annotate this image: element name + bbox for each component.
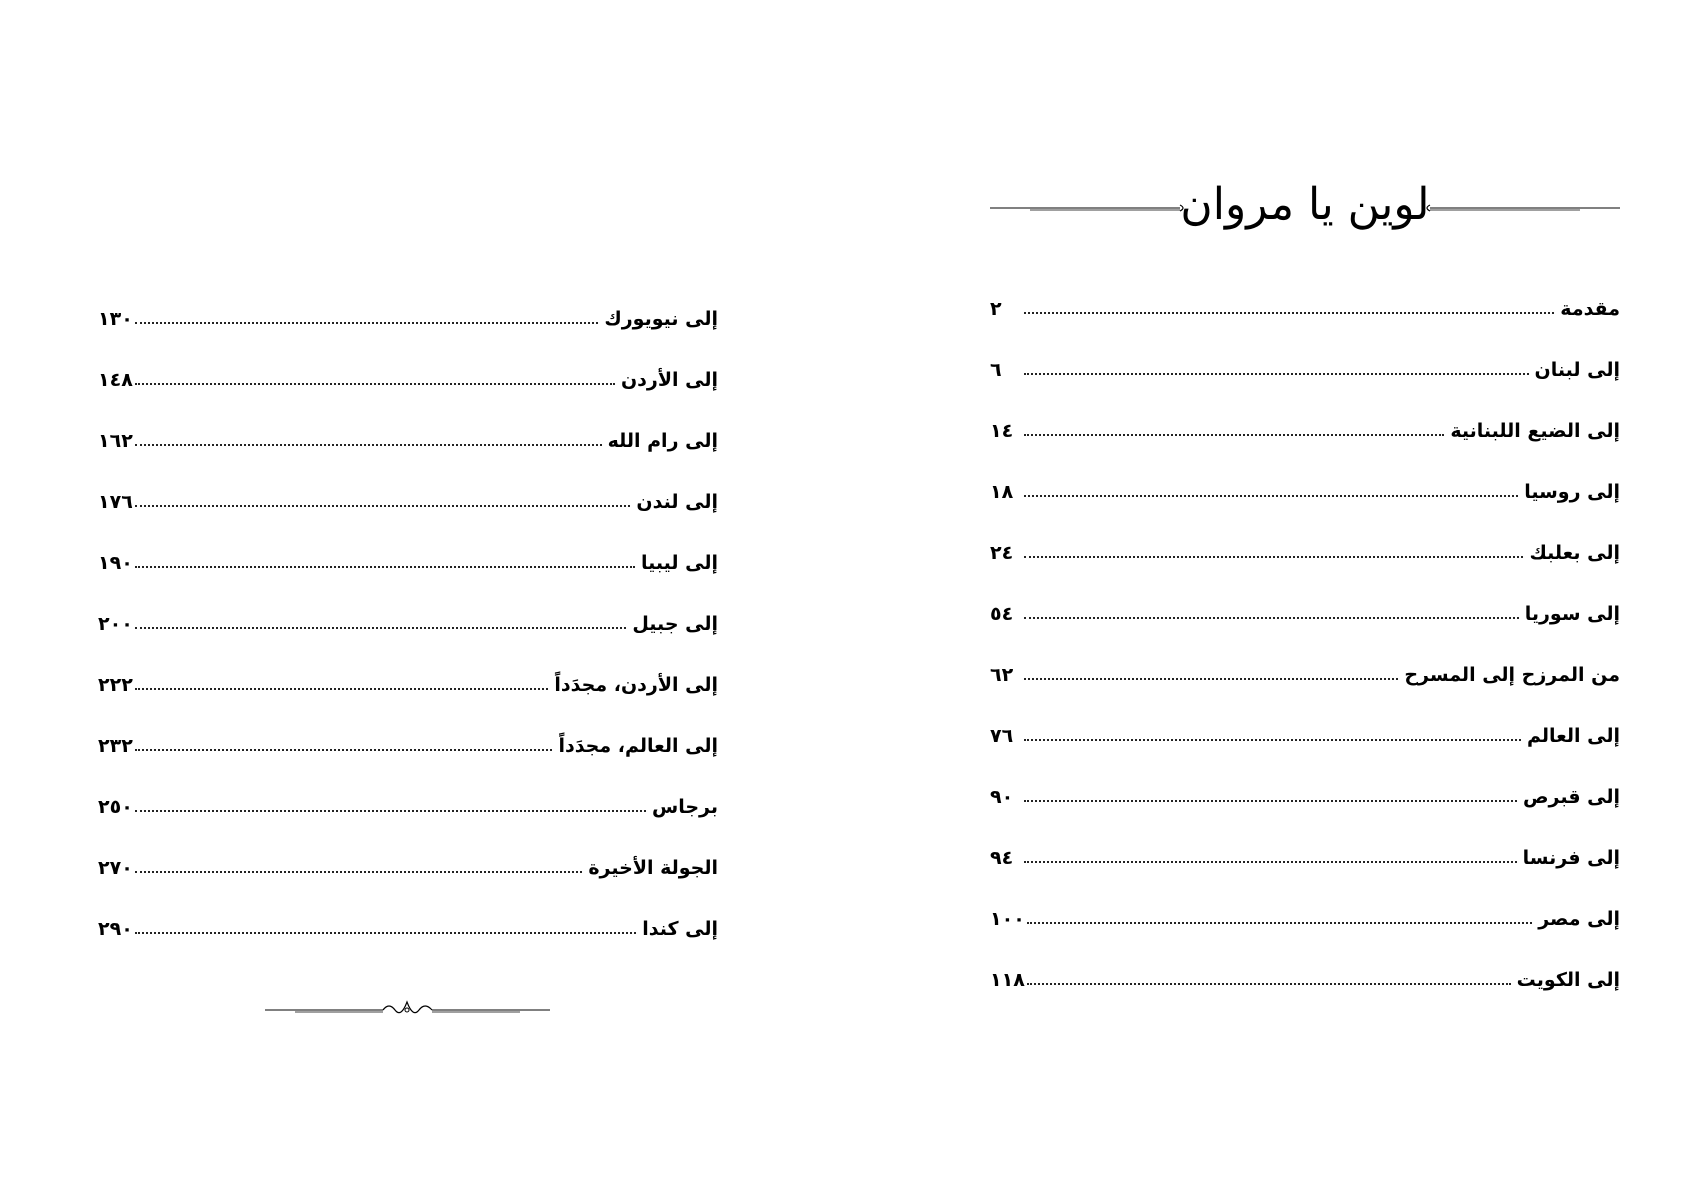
title-rule-left [990,204,1190,212]
toc-entry-title: إلى الأردن [620,369,718,391]
toc-entry-title: إلى العالم، مجدَداً [558,735,718,757]
toc-entry-title: إلى لبنان [1534,359,1620,381]
toc-entry-title: إلى الكويت [1516,969,1620,991]
toc-entry-title: برجاس [652,796,718,818]
toc-entry-page-number: ٦ [990,359,1002,381]
toc-entry-page-number: ١٣٠ [98,308,133,330]
toc-entry-page-number: ١٨ [990,481,1014,503]
toc-entry [98,473,718,513]
toc-entry [98,595,718,635]
toc-entry-page-number: ٢٩٠ [98,918,133,940]
toc-entry [98,290,718,330]
toc-dot-leader [135,562,635,568]
toc-dot-leader [1024,369,1529,375]
toc-entry-title: إلى الضيع اللبنانية [1450,420,1620,442]
toc-entry-page-number: ١١٨ [990,969,1025,991]
toc-entry [990,280,1620,320]
toc-dot-leader [1024,857,1517,863]
toc-entry-page-number: ٩٤ [990,847,1014,869]
toc-entry-title: إلى الأردن، مجدَداً [554,674,718,696]
toc-entry-page-number: ١٦٢ [98,430,133,452]
toc-entry-page-number: ٢٣٢ [98,735,133,757]
toc-dot-leader [135,440,602,446]
toc-dot-leader [1024,430,1444,436]
toc-dot-leader [135,867,583,873]
toc-entry-page-number: ٢٥٠ [98,796,133,818]
toc-dot-leader [1024,552,1523,558]
toc-entry-page-number: ١٤ [990,420,1014,442]
toc-dot-leader [135,318,599,324]
toc-entry-page-number: ١٠٠ [990,908,1025,930]
toc-entry-page-number: ٢٤ [990,542,1014,564]
toc-entry-title: من المرزح إلى المسرح [1404,664,1620,686]
toc-entry-title: مقدمة [1560,298,1620,320]
toc-entry-page-number: ٧٦ [990,725,1014,747]
toc-dot-leader [135,806,646,812]
toc-entry [98,900,718,940]
toc-dot-leader [1027,979,1511,985]
ornament-divider [265,998,550,1022]
toc-entry-title: إلى مصر [1538,908,1620,930]
toc-entry-page-number: ١٩٠ [98,552,133,574]
right-page [990,170,1620,991]
toc-dot-leader [1027,918,1532,924]
toc-dot-leader [1024,674,1398,680]
toc-entry-title: إلى بعلبك [1529,542,1620,564]
toc-entry [98,717,718,757]
toc-entry-title: الجولة الأخيرة [588,857,718,879]
toc-entry [98,351,718,391]
toc-entry-page-number: ١٤٨ [98,369,133,391]
toc-entry [990,463,1620,503]
toc-entry [98,839,718,879]
toc-entry [98,412,718,452]
toc-entry [990,646,1620,686]
toc-entry-title: إلى سوريا [1524,603,1620,625]
page-title: لوين يا مروان [1180,179,1430,230]
toc-entry [990,402,1620,442]
toc-entry [98,778,718,818]
toc-entry-title: إلى فرنسا [1522,847,1620,869]
toc-dot-leader [135,501,631,507]
title-row [990,170,1620,240]
toc-entry [990,707,1620,747]
toc-dot-leader [135,623,627,629]
toc-entry [990,890,1620,930]
toc-entry [990,951,1620,991]
toc-dot-leader [135,745,553,751]
toc-entry-title: إلى لندن [636,491,718,513]
toc-entry-page-number: ٥٤ [990,603,1014,625]
toc-entry-title: إلى روسيا [1524,481,1620,503]
toc-dot-leader [1024,308,1554,314]
toc-entry [98,656,718,696]
toc-entry-page-number: ٢ [990,298,1002,320]
toc-entry-page-number: ١٧٦ [98,491,133,513]
toc-dot-leader [1024,796,1517,802]
toc-entry-title: إلى رام الله [607,430,718,452]
toc-entry-title: إلى نيويورك [604,308,718,330]
toc-entry-title: إلى كندا [642,918,718,940]
toc-entry-title: إلى جبيل [632,613,718,635]
toc-entry-page-number: ٦٢ [990,664,1014,686]
toc-entry-page-number: ٢٧٠ [98,857,133,879]
toc-entry [990,829,1620,869]
toc-entry [990,585,1620,625]
toc-entry [990,768,1620,808]
toc-entry [98,534,718,574]
toc-dot-leader [135,684,549,690]
toc-entry [990,524,1620,564]
toc-entry-title: إلى ليبيا [640,552,718,574]
toc-dot-leader [1024,735,1521,741]
title-rule-right [1420,204,1620,212]
toc-entry-page-number: ٩٠ [990,786,1014,808]
toc-entry-page-number: ٢٢٢ [98,674,133,696]
toc-entry [990,341,1620,381]
toc-dot-leader [135,928,636,934]
toc-dot-leader [1024,491,1518,497]
toc-entry-title: إلى قبرص [1522,786,1620,808]
toc-entry-page-number: ٢٠٠ [98,613,133,635]
toc-dot-leader [135,379,615,385]
toc-entry-title: إلى العالم [1526,725,1620,747]
toc-dot-leader [1024,613,1519,619]
